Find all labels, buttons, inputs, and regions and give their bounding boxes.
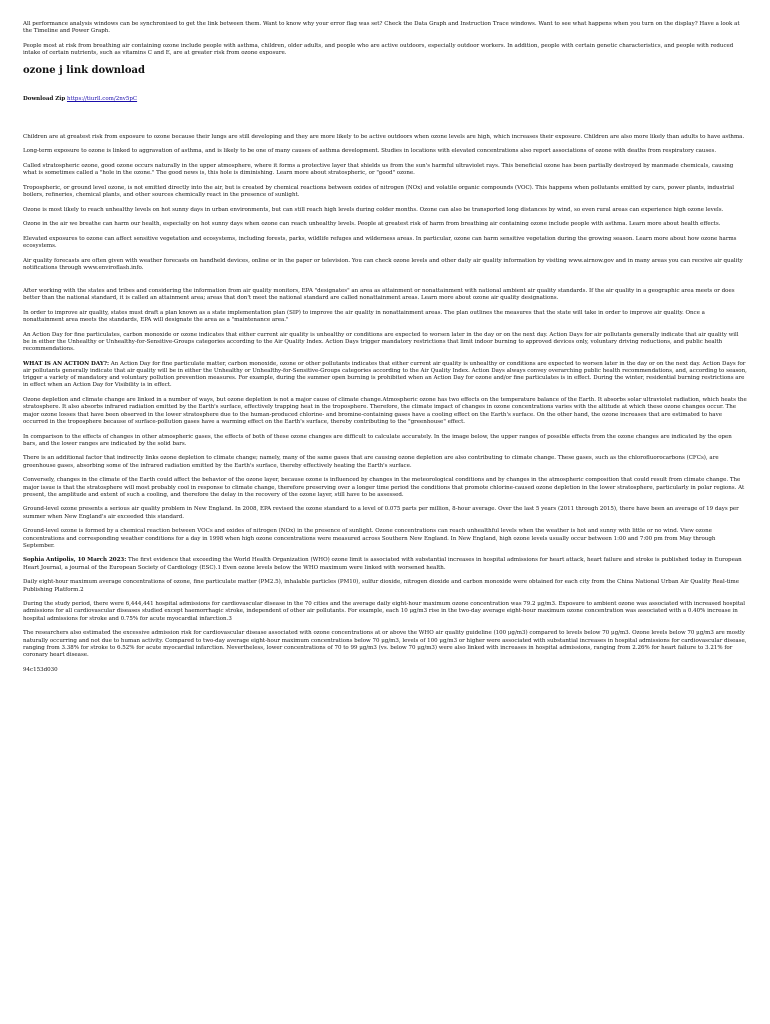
body-paragraph: After working with the states and tribes and considering the information from air quality monitors, EPA "designates" an area as attainment or nonattainment with national ambient air quality standards. If the air quality in a geographic area meets or does better than the national standard, it is called an attainment area; areas that don't meet the national standard are called nonattainment areas. Learn more about ozone air quality designations. <box>23 287 735 302</box>
body-paragraph: Long-term exposure to ozone is linked to aggravation of asthma, and is likely to be one of many causes of asthma development. Studies in locations with elevated concentrations also report associations of ozone with deaths from respiratory causes. <box>23 148 717 155</box>
body-paragraph: In order to improve air quality, states must draft a plan known as a state implementation plan (SIP) to improve the air quality in nonattainment areas. The plan outlines the measures that the state will take in order to improve air quality. Once a nonattainment area meets the standards, EPA will designate the area as a "maintenance area." <box>23 309 705 324</box>
body-paragraph: During the study period, there were 6,444,441 hospital admissions for cardiovascular disease in the 70 cities and the average daily eight-hour maximum ozone concentration was 79.2 μg/m3. Exposure to ambient ozone was associated with increased hospital admissions for all cardiovascular diseases studied except haemorrhagic stroke, independent of other air pollutants. For example, each 10 μg/m3 rise in the two-day average eight-hour maximum ozone concentration was associated with a 0.40% increase in hospital admissions for stroke and 0.75% for acute myocardial infarction.3 <box>23 601 745 622</box>
body-paragraph: Elevated exposures to ozone can affect sensitive vegetation and ecosystems, including forests, parks, wildlife refuges and wilderness areas. In particular, ozone can harm sensitive vegetation during the growing season. Learn more about how ozone harms ecosystems. <box>23 236 737 250</box>
sophia-text: The first evidence that exceeding the World Health Organization (WHO) ozone limit is associated with substantial increases in hospital admissions for heart attack, heart failure and stroke is published today in European Heart Journal, a journal of the European Society of Cardiology (ESC).1 Even ozone levels below the WHO maximum were linked with worsened health. <box>23 557 742 571</box>
body-paragraph: Tropospheric, or ground level ozone, is not emitted directly into the air, but is created by chemical reactions between oxides of nitrogen (NOx) and volatile organic compounds (VOC). This happens when pollutants emitted by cars, power plants, industrial boilers, refineries, chemical plants, and other sources chemically react in the presence of sunlight. <box>23 184 735 199</box>
download-link[interactable]: https://tiurll.com/2nv5pC <box>66 96 138 103</box>
body-paragraph: There is an additional factor that indirectly links ozone depletion to climate change; namely, many of the same gases that are causing ozone depletion are also contributing to climate change. These gases, such as the chlorofluorocarbons (CFCs), are greenhouse gases, absorbing some of the infrared radiation emitted by the Earth's surface, thereby effectively heating the Earth's surface. <box>23 455 719 469</box>
action-day-text: An Action Day for fine particulate matter, carbon monoxide, ozone or other pollutants indicates that either current air quality is unhealthy or conditions are expected to worsen later in the day or on the next day. Action Days for air pollutants generally indicate that air quality will be in either the Unhealthy or Unhealthy-for-Sensitive-Groups categories according to the Air Quality Index. Action Days always convey overarching public health recommendations, and, according to season, trigger a variety of mandatory and voluntary pollution prevention measures. For example, during the summer open burning is prohibited when an Action Day for ozone and/or fine particulates is in effect. During the winter, residential burning restrictions are in effect when an Action Day for Visibility is in effect. <box>23 360 747 389</box>
body-paragraph: Air quality forecasts are often given with weather forecasts on handheld devices, online or in the paper or television. You can check ozone levels and other daily air quality information by visiting www.airnow.gov and in many areas you can receive air quality notifications through www.enviroflash.info. <box>23 258 743 272</box>
body-paragraph: An Action Day for fine particulates, carbon monoxide or ozone indicates that either current air quality is unhealthy or conditions are expected to worsen later in the day or on the next day. Action Days for air pollutants generally indicate that air quality will be in either the Unhealthy or Unhealthy-for-Sensitive-Groups categories according to the Air Quality Index. Action Days trigger mandatory restrictions that limit indoor burning to approved devices only, voluntary driving reductions, and public health recommendations. <box>23 331 739 353</box>
body-paragraph: Daily eight-hour maximum average concentrations of ozone, fine particulate matter (PM2.5), inhalable particles (PM10), sulfur dioxide, nitrogen dioxide and carbon monoxide were obtained for each city from the China National Urban Air Quality Real-time Publishing Platform.2 <box>23 579 740 593</box>
body-paragraph: Called stratospheric ozone, good ozone occurs naturally in the upper atmosphere, where it forms a protective layer that shields us from the sun's harmful ultraviolet rays. This beneficial ozone has been partially destroyed by manmade chemicals, causing what is sometimes called a "hole in the ozone." The good news is, this hole is diminishing. Learn more about stratospheric, or "good" ozone. <box>23 162 734 177</box>
body-paragraph: Children are at greatest risk from exposure to ozone because their lungs are still developing and they are more likely to be active outdoors when ozone levels are high, which increases their exposure. Children are also more likely than adults to have asthma. <box>23 133 745 140</box>
spacer <box>23 280 747 288</box>
body-paragraph: Ozone depletion and climate change are linked in a number of ways, but ozone depletion is not a major cause of climate change.Atmospheric ozone has two effects on the temperature balance of the Earth. It absorbs solar ultraviolet radiation, which heats the stratosphere. It also absorbs infrared radiation emitted by the Earth's surface, effectively trapping heat in the troposphere. Therefore, the climate impact of changes in ozone concentrations varies with the altitude at which these ozone changes occur. The major ozone losses that have been observed in the lower stratosphere due to the human-produced chlorine- and bromine-containing gases have a cooling effect on the Earth's surface. On the other hand, the ozone increases that are estimated to have occurred in the troposphere because of surface-pollution gases have a warming effect on the Earth's surface, thereby contributing to the "greenhouse" effect. <box>23 397 747 425</box>
body-paragraph: Ground-level ozone is formed by a chemical reaction between VOCs and oxides of nitrogen (NOx) in the presence of sunlight. Ozone concentrations can reach unhealthful levels when the weather is hot and sunny with little or no wind. View ozone concentrations and corresponding weather conditions for a day in 1998 when high ozone concentrations were measured across Southern New England. In New England, high ozone levels usually occur between 1:00 and 7:00 pm from May through September. <box>23 528 716 549</box>
body-paragraph: Ozone in the air we breathe can harm our health, especially on hot sunny days when ozone can reach unhealthy levels. People at greatest risk of harm from breathing air containing ozone include people with asthma. Learn more about health effects. <box>23 221 721 228</box>
action-day-paragraph <box>23 361 747 390</box>
intro-paragraph: All performance analysis windows can be synchronised to get the link between them. Want to know why your error flag was set? Check the Data Graph and Instruction Trace windows. Want to see what happens when you turn on the display? Have a look at the Timeline and Power Graph. <box>23 21 740 35</box>
page-title: ozone j link download <box>23 65 145 77</box>
download-label: Download Zip <box>23 96 66 103</box>
body-paragraph: Ground-level ozone presents a serious air quality problem in New England. In 2008, EPA revised the ozone standard to a level of 0.075 parts per million, 8-hour average. Over the last 5 years (2011 through 2015), there have been an average of 19 days per summer when New England's air exceeded this standard. <box>23 506 739 520</box>
body-paragraph: Conversely, changes in the climate of the Earth could affect the behavior of the ozone layer, because ozone is influenced by changes in the meteorological conditions and by changes in the atmospheric composition that could result from climate change. The major issue is that the stratosphere will most probably cool in response to climate change, therefore preserving over a longer time period the conditions that promote chlorine-caused ozone depletion in the lower stratosphere, particularly in polar regions. At present, the amplitude and extent of such a cooling, and therefore the delay in the recovery of the ozone layer, still have to be assessed. <box>23 477 745 498</box>
body-paragraph: In comparison to the effects of changes in other atmospheric gases, the effects of both of these ozone changes are difficult to calculate accurately. In the image below, the upper ranges of possible effects from the ozone changes are indicated by the open bars, and the lower ranges are indicated by the solid bars. <box>23 433 732 447</box>
intro-paragraph: People most at risk from breathing air containing ozone include people with asthma, children, older adults, and people who are active outdoors, especially outdoor workers. In addition, people with certain genetic characteristics, and people with reduced intake of certain nutrients, such as vitamins C and E, are at greater risk from ozone exposure. <box>23 42 734 57</box>
sophia-paragraph <box>23 557 747 571</box>
sophia-lead: Sophia Antipolis, 10 March 2023: <box>23 557 127 564</box>
footer-hash: 94c153d030 <box>23 666 58 673</box>
download-line <box>23 96 747 103</box>
action-day-lead: WHAT IS AN ACTION DAY?: <box>23 360 110 367</box>
body-paragraph: The researchers also estimated the excessive admission risk for cardiovascular disease associated with ozone concentrations at or above the WHO air quality guideline (100 μg/m3) compared to levels below 70 μg/m3. Ozone levels below 70 μg/m3 are mostly naturally occurring and not due to human activity. Compared to two-day average eight-hour maximum concentrations below 70 μg/m3, levels of 100 μg/m3 or higher were associated with substantial increases in hospital admissions for cardiovascular disease, ranging from 3.38% for stroke to 6.52% for acute myocardial infarction. Nevertheless, lower concentrations of 70 to 99 μg/m3 (vs. below 70 μg/m3) were also linked with increases in hospital admissions, ranging from 2.26% for heart failure to 3.21% for coronary heart disease. <box>23 630 747 658</box>
body-paragraph: Ozone is most likely to reach unhealthy levels on hot sunny days in urban environments, but can still reach high levels during colder months. Ozone can also be transported long distances by wind, so even rural areas can experience high ozone levels. <box>23 206 724 213</box>
